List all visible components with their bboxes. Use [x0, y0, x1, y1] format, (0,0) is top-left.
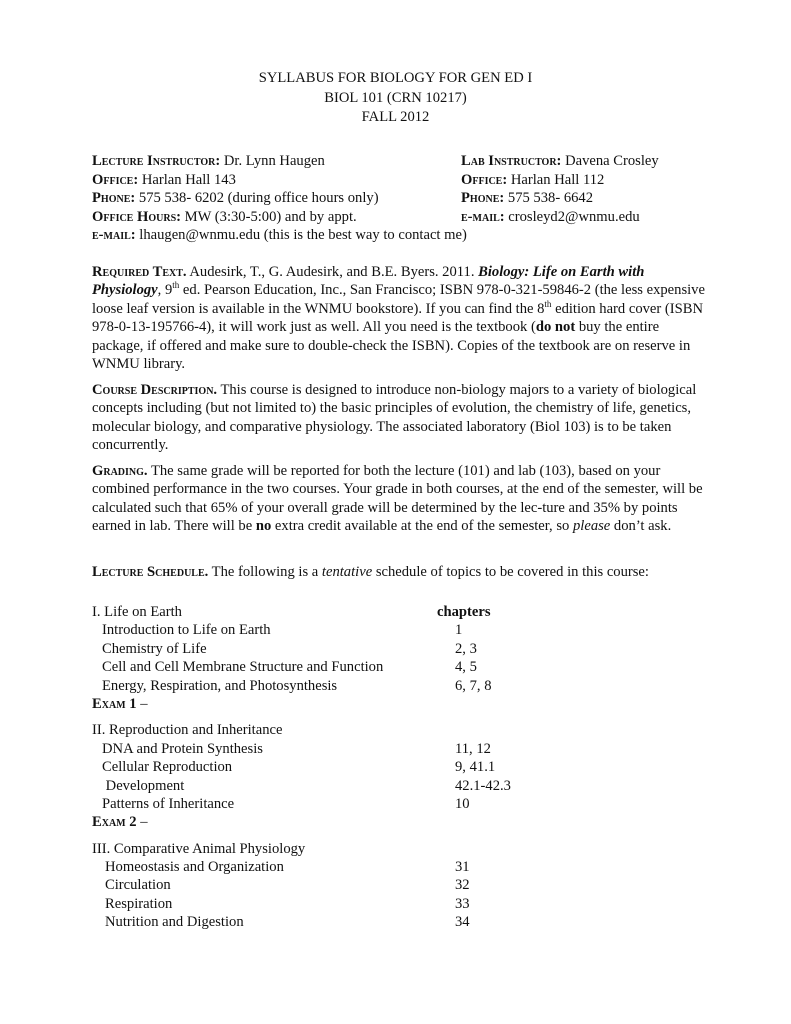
- chapters-column-header: chapters: [437, 604, 491, 620]
- lab-phone-label: Phone:: [461, 190, 505, 206]
- required-text-citation: Audesirk, T., G. Audesirk, and B.E. Byers. 2011.: [186, 264, 479, 280]
- lecture-hours: MW (3:30-5:00) and by appt.: [184, 208, 357, 225]
- required-text-publisher: ed. Pearson Education, Inc., San Francisco; ISBN 978-0-321-59846-2 (the less expensive loose leaf version is available in the WNMU bookstore). If you can find the 8: [92, 282, 705, 317]
- schedule-topic: Circulation: [105, 877, 171, 894]
- exam-label: Exam 2: [92, 814, 137, 831]
- title-line-3: FALL 2012: [361, 109, 430, 125]
- schedule-topic: Homeostasis and Organization: [105, 859, 284, 876]
- required-text-edition: , 9: [157, 282, 173, 299]
- exam-1-line: [92, 695, 652, 713]
- schedule-row: [92, 640, 652, 658]
- schedule-row: [92, 758, 652, 776]
- lecture-office: Harlan Hall 143: [141, 171, 236, 188]
- lecture-instructor-label: Lecture Instructor:: [92, 153, 221, 169]
- schedule-topic: DNA and Protein Synthesis: [102, 740, 263, 757]
- exam-dash: –: [136, 695, 148, 712]
- schedule-row: [92, 621, 652, 639]
- grading-text-2: extra credit available at the end of the semester, so: [271, 518, 573, 535]
- schedule-text: The following is a: [208, 564, 322, 580]
- schedule-topic: Cell and Cell Membrane Structure and Function: [102, 659, 384, 676]
- lecture-schedule: [92, 603, 652, 932]
- title-line-2: BIOL 101 (CRN 10217): [324, 89, 467, 106]
- lecture-email-label: e-mail:: [92, 227, 136, 243]
- required-text-note: buy the entire package, if offered and make sure to double-check the ISBN). Copies of the textbook are on reserve in WNMU library.: [92, 319, 691, 373]
- lab-office-label: Office:: [461, 171, 508, 188]
- schedule-chapters: 10: [455, 795, 470, 812]
- lecture-phone-label: Phone:: [92, 190, 136, 206]
- schedule-chapters: 33: [455, 895, 470, 912]
- schedule-intro: [92, 563, 707, 581]
- schedule-row: [92, 895, 652, 913]
- schedule-topic: Introduction to Life on Earth: [102, 622, 271, 639]
- lab-phone: 575 538- 6642: [507, 190, 594, 206]
- schedule-topic: Cellular Reproduction: [102, 759, 233, 776]
- lecture-instructor-block: [92, 152, 462, 226]
- schedule-row: [92, 677, 652, 695]
- schedule-chapters: 2, 3: [455, 640, 477, 657]
- lab-instructor-label: Lab Instructor:: [461, 153, 562, 169]
- unit-title: III. Comparative Animal Physiology: [92, 840, 306, 857]
- schedule-row: [92, 658, 652, 676]
- schedule-row: [92, 913, 652, 931]
- grading-text-3: don’t ask.: [610, 518, 672, 535]
- course-description-label: Course Description.: [92, 382, 218, 398]
- course-description-section: [92, 381, 707, 455]
- textbook-title: Biology: Life on Earth with Physiology: [92, 264, 645, 299]
- schedule-chapters: 34: [455, 914, 470, 931]
- lab-email-label: e-mail:: [461, 208, 505, 225]
- schedule-topic: Chemistry of Life: [102, 640, 207, 657]
- schedule-chapters: 42.1-42.3: [455, 777, 511, 794]
- lab-office: Harlan Hall 112: [510, 171, 605, 188]
- schedule-row: [92, 795, 652, 813]
- required-text-label: Required Text.: [92, 264, 187, 280]
- grading-emphasis: no: [255, 518, 272, 535]
- lecture-email[interactable]: lhaugen@wnmu.edu (this is the best way to contact me): [139, 227, 467, 243]
- grading-section: [92, 462, 707, 536]
- lecture-phone: 575 538- 6202 (during office hours only): [138, 190, 379, 206]
- schedule-row: [92, 777, 652, 795]
- exam-2-line: [92, 813, 652, 831]
- schedule-italic: tentative: [321, 564, 373, 580]
- schedule-chapters: 11, 12: [455, 740, 491, 757]
- edition-superscript: th: [172, 280, 180, 291]
- unit-3-heading: [92, 840, 652, 858]
- unit-title: I. Life on Earth: [92, 604, 182, 620]
- schedule-topic: Patterns of Inheritance: [102, 795, 235, 812]
- lab-instructor-block: [461, 152, 761, 226]
- required-text-alternate: edition hard cover (ISBN 978-0-13-195766-4), it will work just as well. All you need is the textbook (: [92, 300, 704, 336]
- schedule-chapters: 32: [455, 877, 470, 894]
- schedule-topic: Development: [102, 777, 185, 794]
- grading-text: The same grade will be reported for both the lecture (101) and lab (103), based on your combined performance in the two courses. Your grade in both courses, at the end of the semester, will be calculated such that 65% of your overall grade will be determined by the lec-ture and 35% by points earned in lab. There will be: [92, 463, 703, 535]
- schedule-chapters: 9, 41.1: [455, 759, 496, 776]
- lecture-hours-label: Office Hours:: [92, 208, 181, 225]
- lab-email[interactable]: crosleyd2@wnmu.edu: [508, 208, 640, 225]
- grading-italic: please: [572, 518, 611, 535]
- lecture-email-line: [92, 226, 732, 245]
- document-title: [0, 69, 791, 128]
- schedule-chapters: 4, 5: [455, 659, 477, 676]
- schedule-topic: Energy, Respiration, and Photosynthesis: [102, 677, 338, 694]
- exam-dash: –: [136, 814, 148, 831]
- required-text-section: [92, 263, 707, 373]
- schedule-row: [92, 858, 652, 876]
- lecture-office-label: Office:: [92, 171, 139, 188]
- edition-superscript-2: th: [544, 298, 552, 309]
- lecture-instructor-name: Dr. Lynn Haugen: [223, 153, 325, 169]
- unit-2-heading: [92, 721, 652, 739]
- lab-instructor-name: Davena Crosley: [565, 153, 659, 169]
- course-description-text: This course is designed to introduce non-biology majors to a variety of biological concepts including (but not limited to) the basic principles of evolution, the chemistry of life, genetics, molecular biology, and comparative physiology. The associated laboratory (Biol 103) is to be taken concurrently.: [92, 382, 697, 454]
- grading-label: Grading.: [92, 463, 148, 479]
- schedule-chapters: 6, 7, 8: [455, 677, 492, 694]
- schedule-text-2: schedule of topics to be covered in this course:: [372, 564, 649, 580]
- required-text-emphasis: do not: [535, 319, 576, 336]
- schedule-topic: Nutrition and Digestion: [105, 914, 244, 931]
- unit-1-heading: [92, 603, 652, 621]
- unit-title: II. Reproduction and Inheritance: [92, 722, 283, 739]
- schedule-row: [92, 876, 652, 894]
- schedule-chapters: 1: [455, 622, 463, 639]
- title-line-1: SYLLABUS FOR BIOLOGY FOR GEN ED I: [258, 70, 533, 86]
- exam-label: Exam 1: [92, 695, 137, 712]
- schedule-topic: Respiration: [105, 895, 173, 912]
- schedule-row: [92, 740, 652, 758]
- schedule-label: Lecture Schedule.: [92, 564, 209, 580]
- schedule-chapters: 31: [455, 859, 470, 876]
